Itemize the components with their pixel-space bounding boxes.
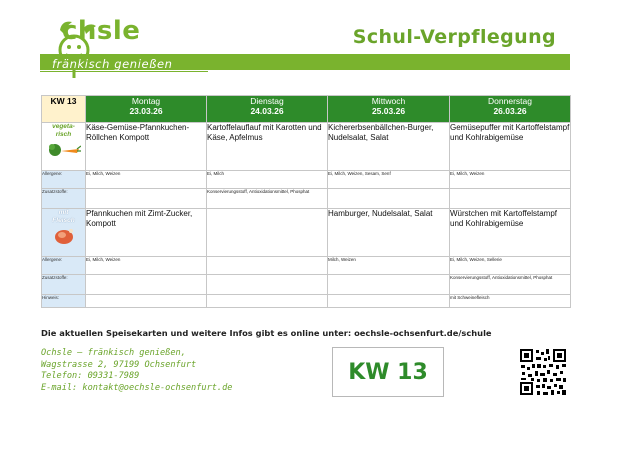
- day-name: Dienstag: [250, 96, 284, 106]
- address-line: Wagstrasse 2, 97199 Ochsenfurt: [41, 359, 197, 370]
- veg-zusatz-thursday: [450, 189, 571, 209]
- veg-meal-wednesday: Kichererbsenbällchen-Burger, Nudelsalat, Salat: [328, 123, 450, 171]
- allergene-label: Allergene:: [42, 257, 86, 275]
- logo-tagline: fränkisch genießen: [52, 57, 173, 71]
- meat-allergene-monday: Ei, Milch, Weizen: [86, 257, 207, 275]
- meat-zusatz-wednesday: [328, 275, 450, 295]
- day-header-monday: [86, 96, 207, 123]
- veg-meal-row: [42, 123, 571, 171]
- week-cell: KW 13: [42, 96, 86, 123]
- veg-allergene-monday: Ei, Milch, Weizen: [86, 171, 207, 189]
- meat-allergene-wednesday: Milch, Weizen: [328, 257, 450, 275]
- veg-allergene-row: [42, 171, 571, 189]
- veg-allergene-wednesday: Ei, Milch, Weizen, Sesam, Senf: [328, 171, 450, 189]
- day-date: 26.03.26: [493, 106, 527, 116]
- zusatz-label: Zusatzstoffe:: [42, 189, 86, 209]
- meat-label-line2: Fleisch: [52, 217, 75, 224]
- day-header-tuesday: [207, 96, 328, 123]
- veg-meal-tuesday: Kartoffelauflauf mit Karotten und Käse, Apfelmus: [207, 123, 328, 171]
- contact-address: [41, 348, 232, 394]
- hinweis-label: Hinweis:: [42, 295, 86, 308]
- page-title: Schul-Verpflegung: [352, 26, 556, 48]
- veg-label-line2: risch: [55, 131, 72, 138]
- table-header-row: [42, 96, 571, 123]
- online-info: Die aktuellen Speisekarten und weitere Infos gibt es online unter: oechsle-ochsenfurt.de/schule: [41, 328, 492, 338]
- ham-icon: [53, 227, 75, 245]
- veg-label: [42, 123, 85, 139]
- address-line: Ochsle – fränkisch genießen,: [41, 348, 186, 358]
- meat-meal-tuesday: [207, 209, 328, 257]
- meat-meal-monday: Pfannkuchen mit Zimt-Zucker, Kompott: [86, 209, 207, 257]
- veg-zusatz-wednesday: [328, 189, 450, 209]
- day-header-wednesday: [328, 96, 450, 123]
- veg-meal-monday: Käse-Gemüse-Pfannkuchen-Röllchen Kompott: [86, 123, 207, 171]
- address-line: Telefon: 09331-7989: [41, 371, 140, 381]
- logo-wordmark: chsle: [62, 16, 141, 46]
- meat-zusatz-monday: [86, 275, 207, 295]
- veg-meal-thursday: Gemüsepuffer mit Kartoffelstampf und Kohlrabigemüse: [450, 123, 571, 171]
- day-name: Donnerstag: [488, 96, 532, 106]
- allergene-label: Allergene:: [42, 171, 86, 189]
- meat-zusatz-tuesday: [207, 275, 328, 295]
- day-name: Mittwoch: [371, 96, 406, 106]
- veg-zusatz-tuesday: Konservierungsstoff, Antioxidationsmittel, Phosphat: [207, 189, 328, 209]
- veg-category-cell: [42, 123, 86, 171]
- menu-table: [41, 95, 571, 308]
- veg-allergene-thursday: Ei, Milch, Weizen: [450, 171, 571, 189]
- meat-hinweis-thursday: mit Schweinefleisch: [450, 295, 571, 308]
- meat-label-line1: mit: [58, 209, 69, 216]
- day-date: 25.03.26: [371, 106, 406, 116]
- zusatz-label: Zusatzstoffe:: [42, 275, 86, 295]
- meat-hinweis-monday: [86, 295, 207, 308]
- week-badge: KW 13: [332, 347, 444, 397]
- meat-meal-row: [42, 209, 571, 257]
- day-date: 23.03.26: [129, 106, 163, 116]
- day-header-thursday: [450, 96, 571, 123]
- veg-allergene-tuesday: Ei, Milch: [207, 171, 328, 189]
- meat-allergene-thursday: Ei, Milch, Weizen, Sellerie: [450, 257, 571, 275]
- meat-allergene-tuesday: [207, 257, 328, 275]
- meat-meal-wednesday: Hamburger, Nudelsalat, Salat: [328, 209, 450, 257]
- meat-allergene-row: [42, 257, 571, 275]
- vegetable-icon: [47, 141, 81, 157]
- veg-zusatz-monday: [86, 189, 207, 209]
- veg-zusatz-row: [42, 189, 571, 209]
- meat-meal-thursday: Würstchen mit Kartoffelstampf und Kohlrabigemüse: [450, 209, 571, 257]
- meat-zusatz-thursday: Konservierungsstoff, Antioxidationsmittel, Phosphat: [450, 275, 571, 295]
- meat-hinweis-wednesday: [328, 295, 450, 308]
- day-date: 24.03.26: [250, 106, 284, 116]
- day-name: Montag: [131, 96, 161, 106]
- meat-hinweis-tuesday: [207, 295, 328, 308]
- meat-hinweis-row: [42, 295, 571, 308]
- address-line: E-mail: kontakt@oechsle-ochsenfurt.de: [41, 382, 233, 393]
- meat-zusatz-row: [42, 275, 571, 295]
- meat-category-cell: [42, 209, 86, 257]
- qr-code-icon[interactable]: [519, 348, 567, 396]
- meat-label: [42, 209, 85, 225]
- veg-label-line1: vegeta-: [52, 123, 75, 130]
